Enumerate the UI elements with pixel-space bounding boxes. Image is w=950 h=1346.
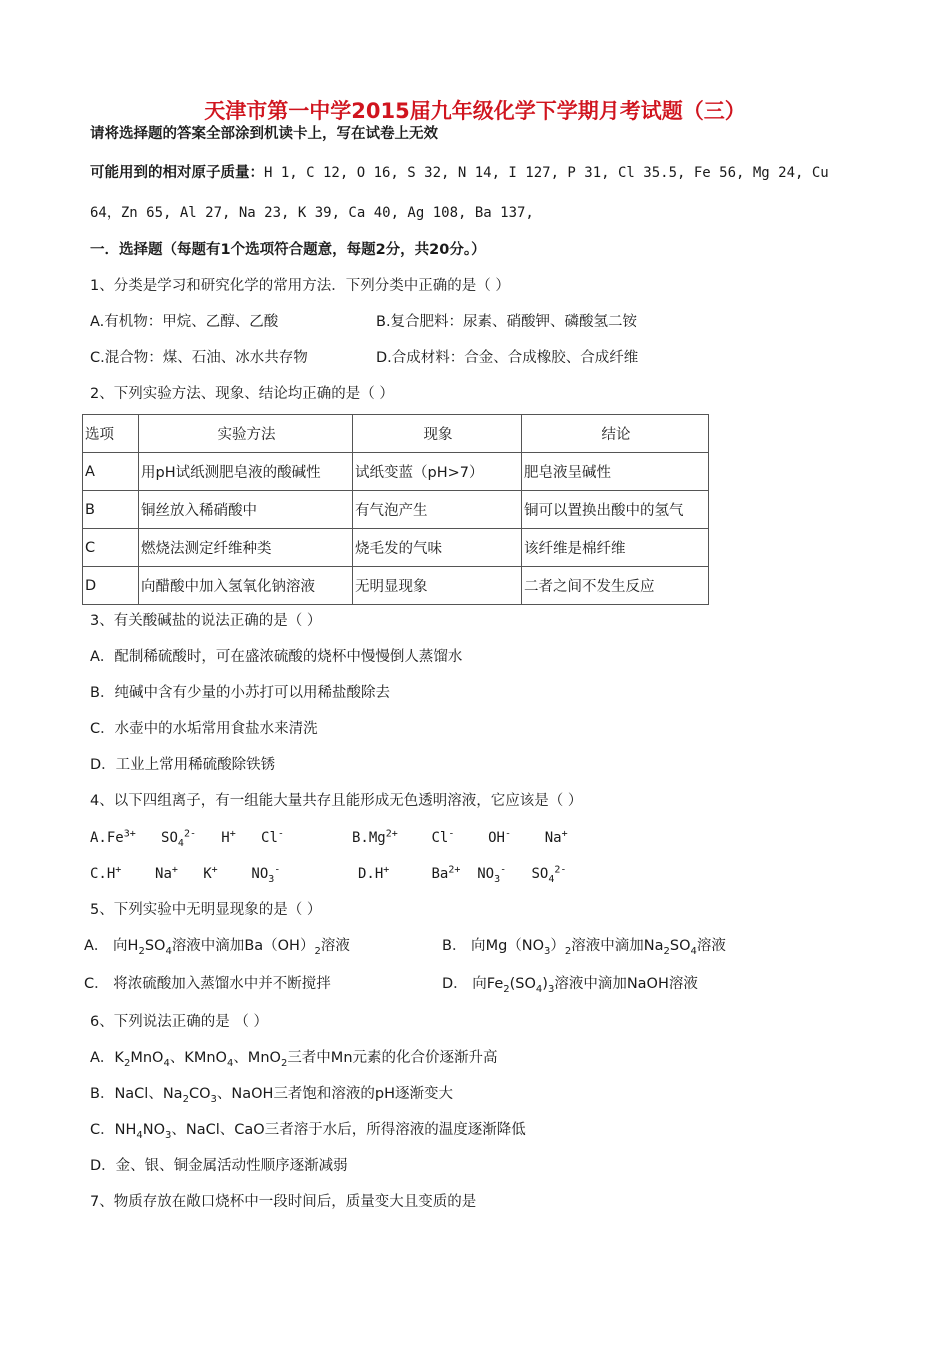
q4-option-c: C.H+ Na+ K+ $NO_3^-$ [90, 864, 281, 885]
table-header-cell: 现象 [353, 415, 522, 453]
q2-stem: 2、下列实验方法、现象、结论均正确的是（ ） [90, 386, 394, 402]
q7-stem: 7、物质存放在敞口烧杯中一段时间后，质量变大且变质的是 [90, 1194, 477, 1210]
table-cell: A [83, 453, 139, 491]
q3-option-c: C．水壶中的水垢常用食盐水来清洗 [90, 721, 318, 737]
q3-option-d: D．工业上常用稀硫酸除铁锈 [90, 757, 276, 773]
table-cell: 燃烧法测定纤维种类 [139, 529, 353, 567]
q5-option-d: D． 向$Fe_2(SO_4)_3$溶液中滴加NaOH溶液 [442, 976, 698, 995]
q3-option-b: B．纯碱中含有少量的小苏打可以用稀盐酸除去 [90, 685, 390, 701]
q6-option-b: B．NaCl、$Na_2CO_3$、NaOH三者饱和溶液的pH逐渐变大 [90, 1086, 454, 1105]
table-cell: 试纸变蓝（pH>7） [353, 453, 522, 491]
q3-option-a: A．配制稀硫酸时，可在盛浓硫酸的烧杯中慢慢倒人蒸馏水 [90, 649, 463, 665]
table-row [83, 567, 709, 605]
atomic-mass-values-1: H 1, C 12, O 16, S 32, N 14, I 127, P 31, Cl 35.5, Fe 56, Mg 24, Cu [264, 165, 829, 181]
atomic-mass-line-1 [90, 162, 829, 183]
q4-stem: 4、以下四组离子，有一组能大量共存且能形成无色透明溶液，它应该是（ ） [90, 793, 583, 809]
q1-option-d: D.合成材料：合金、合成橡胶、合成纤维 [376, 350, 639, 366]
q5-stem: 5、下列实验中无明显现象的是（ ） [90, 902, 322, 918]
table-cell: 肥皂液呈碱性 [522, 453, 709, 491]
q6-option-a: A．$K_2MnO_4$、KMnO$_4$、MnO$_2$三者中Mn元素的化合价逐渐升高 [90, 1050, 498, 1069]
table-header-row [83, 415, 709, 453]
table-cell: 铜丝放入稀硝酸中 [139, 491, 353, 529]
q5-option-a: A． 向$H_2SO_4$溶液中滴加$Ba(OH)_2$溶液 [84, 938, 350, 957]
table-row [83, 529, 709, 567]
q6-option-d: D．金、银、铜金属活动性顺序逐渐减弱 [90, 1158, 348, 1174]
table-header-cell: 结论 [522, 415, 709, 453]
table-row [83, 491, 709, 529]
table-cell: 有气泡产生 [353, 491, 522, 529]
table-header-cell: 选项 [83, 415, 139, 453]
table-cell: 烧毛发的气味 [353, 529, 522, 567]
table-cell: 无明显现象 [353, 567, 522, 605]
atomic-mass-label: 可能用到的相对原子质量： [90, 165, 264, 181]
q4-option-b: $B.Mg^{2+}$ Cl- OH- Na+ [352, 828, 568, 846]
q3-stem: 3、有关酸碱盐的说法正确的是（ ） [90, 613, 322, 629]
q1-option-c: C.混合物：煤、石油、冰水共存物 [90, 350, 308, 366]
table-cell: 二者之间不发生反应 [522, 567, 709, 605]
table-row [83, 453, 709, 491]
table-cell: B [83, 491, 139, 529]
q5-option-b: B． 向$Mg(NO_3)_2$溶液中滴加$Na_2SO_4$溶液 [442, 938, 726, 957]
q1-stem: 1、分类是学习和研究化学的常用方法．下列分类中正确的是（ ） [90, 278, 510, 294]
q6-stem: 6、下列说法正确的是 （ ） [90, 1014, 268, 1030]
table-cell: 用pH试纸测肥皂液的酸碱性 [139, 453, 353, 491]
q1-option-b: B.复合肥料：尿素、硝酸钾、磷酸氢二铵 [376, 314, 638, 330]
table-cell: 向醋酸中加入氢氧化钠溶液 [139, 567, 353, 605]
instruction-text: 请将选择题的答案全部涂到机读卡上，写在试卷上无效 [90, 126, 438, 142]
q4-option-a: $A.Fe^{3+}$ $SO_4^{2-}$ H+ Cl- [90, 828, 284, 849]
exam-title: 天津市第一中学2015届九年级化学下学期月考试题（三） [204, 99, 746, 123]
q2-table [82, 414, 709, 605]
table-cell: 该纤维是棉纤维 [522, 529, 709, 567]
table-cell: 铜可以置换出酸中的氢气 [522, 491, 709, 529]
q5-option-c: C． 将浓硫酸加入蒸馏水中并不断搅拌 [84, 976, 331, 992]
atomic-mass-values-2: 64，Zn 65, Al 27, Na 23, K 39, Ca 40, Ag 108, Ba 137, [90, 205, 534, 221]
table-cell: C [83, 529, 139, 567]
q4-option-d: D.H+ $Ba^{2+}$ $NO_3^-$ $SO_4^{2-}$ [358, 864, 567, 885]
q6-option-c: C．$NH_4NO_3$、NaCl、CaO三者溶于水后，所得溶液的温度逐渐降低 [90, 1122, 526, 1141]
table-header-cell: 实验方法 [139, 415, 353, 453]
table-cell: D [83, 567, 139, 605]
q1-option-a: A.有机物：甲烷、乙醇、乙酸 [90, 314, 279, 330]
section-heading: 一．选择题（每题有1个选项符合题意，每题2分，共20分。） [90, 242, 486, 258]
